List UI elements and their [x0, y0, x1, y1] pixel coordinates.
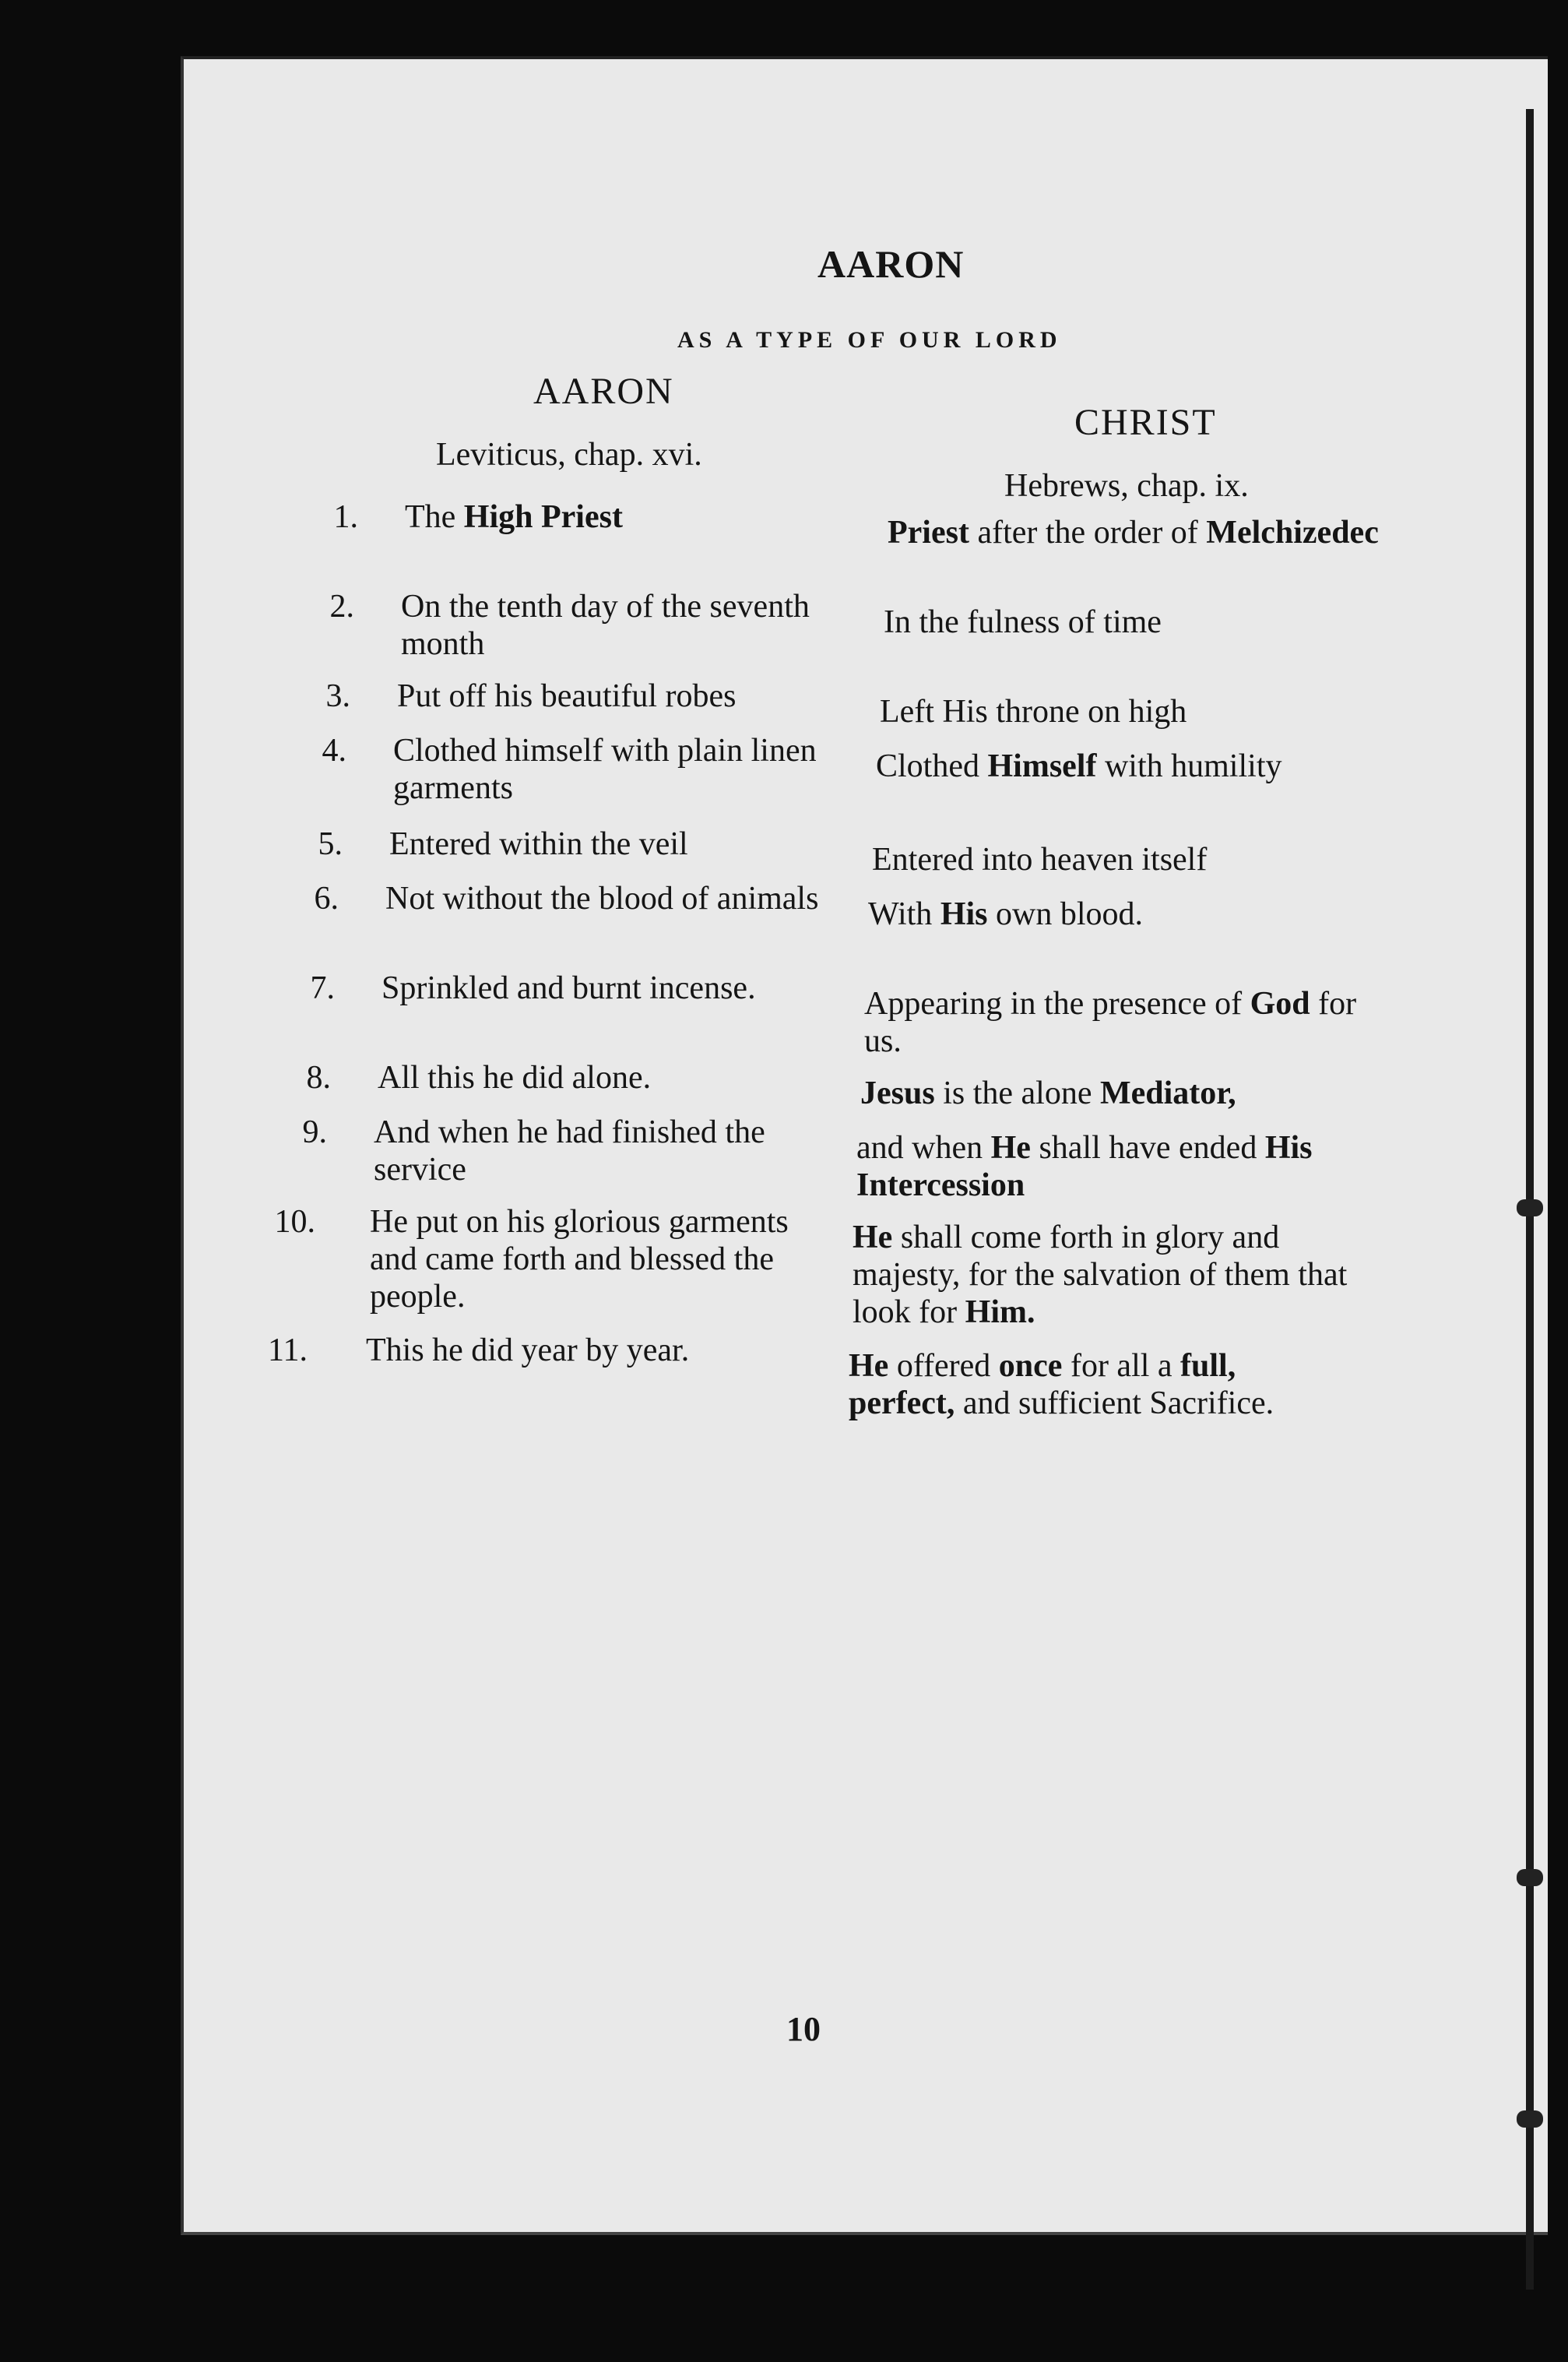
right-text-segment: Priest [888, 515, 969, 551]
christ-column-text [876, 748, 1374, 785]
christ-column-text [868, 896, 1366, 933]
left-scripture-reference: Leviticus, chap. xvi. [436, 437, 702, 473]
christ-column-text [880, 693, 1378, 730]
christ-column-text [884, 604, 1382, 641]
item-number: 9. [302, 1114, 327, 1150]
item-number: 7. [310, 970, 335, 1006]
aaron-column-text [397, 678, 833, 715]
aaron-column-text [405, 498, 841, 536]
item-number: 6. [314, 881, 339, 917]
right-text-segment: and when [856, 1130, 991, 1166]
left-text-segment: Not without the blood of animals [385, 881, 819, 917]
right-text-segment: His Intercession [856, 1130, 1313, 1203]
christ-column-text [853, 1219, 1351, 1331]
right-text-segment: His [940, 896, 988, 932]
left-text-segment: And when he had finished the service [374, 1114, 765, 1188]
christ-column-text [856, 1129, 1355, 1204]
right-text-segment: Mediator, [1099, 1075, 1236, 1111]
left-text-segment: This he did year by year. [366, 1332, 690, 1368]
right-text-segment: after the order of [969, 515, 1207, 551]
right-text-segment: He [990, 1130, 1031, 1166]
right-text-segment: With [868, 896, 940, 932]
right-text-segment: Left His throne on high [880, 694, 1187, 730]
christ-column-text [888, 514, 1386, 551]
right-text-segment: and sufficient Sacrifice. [955, 1385, 1274, 1421]
right-text-segment: God [1250, 986, 1310, 1022]
edge-mark [1517, 1869, 1543, 1886]
aaron-column-text [378, 1059, 814, 1097]
right-text-segment: shall come forth in glory and majesty, for the salvation of them that look for [853, 1220, 1348, 1330]
aaron-column-text [374, 1114, 810, 1188]
christ-column-text [864, 985, 1362, 1060]
page-subtitle: AS A TYPE OF OUR LORD [677, 327, 1062, 353]
item-number: 4. [322, 733, 346, 769]
aaron-column-text [381, 970, 817, 1007]
aaron-column-text [370, 1203, 806, 1315]
right-text-segment: Jesus [860, 1075, 935, 1111]
item-number: 1. [333, 499, 358, 535]
left-text-segment: All this he did alone. [378, 1060, 652, 1096]
aaron-column-text [401, 588, 837, 663]
christ-column-text [849, 1347, 1347, 1422]
right-text-segment: Melchizedec [1206, 515, 1379, 551]
item-number: 2. [329, 589, 354, 625]
left-text-segment: On the tenth day of the seventh month [401, 589, 810, 662]
right-text-segment: once [998, 1348, 1063, 1384]
right-text-segment: with humility [1096, 748, 1282, 784]
adjacent-page-edge [1526, 109, 1534, 2290]
left-text-segment: Sprinkled [381, 970, 517, 1006]
left-text-segment: Entered within the veil [389, 826, 688, 862]
left-text-segment: Put off his beautiful robes [397, 678, 737, 714]
right-text-segment: Entered into heaven itself [872, 842, 1208, 878]
right-text-segment: full, perfect, [849, 1348, 1236, 1421]
christ-column-text [860, 1075, 1359, 1112]
left-text-segment: High Priest [463, 499, 623, 535]
left-text-segment: Clothed himself with plain linen garments [393, 733, 817, 806]
right-text-segment: He [849, 1348, 889, 1384]
left-text-segment: He put on his glorious garments and came forth and blessed the people. [370, 1204, 789, 1315]
item-number: 10. [274, 1204, 315, 1240]
item-number: 8. [306, 1060, 331, 1096]
right-text-segment: own blood. [987, 896, 1143, 932]
right-text-segment: Appearing in the presence of [864, 986, 1250, 1022]
christ-column-text [872, 841, 1370, 878]
right-text-segment: for us. [864, 986, 1357, 1059]
left-column-heading: AARON [533, 371, 674, 412]
edge-mark [1517, 2110, 1543, 2128]
right-text-segment: shall have ended [1030, 1130, 1265, 1166]
item-number: 3. [325, 678, 350, 714]
right-column-heading: CHRIST [1074, 402, 1217, 443]
right-text-segment: Him. [965, 1294, 1035, 1330]
aaron-column-text [385, 880, 821, 917]
left-text-segment: and burnt incense. [516, 970, 756, 1006]
right-text-segment: offered [888, 1348, 999, 1384]
left-text-segment: The [405, 499, 464, 535]
right-text-segment: for all a [1062, 1348, 1181, 1384]
right-text-segment: He [853, 1220, 893, 1255]
aaron-column-text [389, 825, 825, 863]
right-scripture-reference: Hebrews, chap. ix. [1004, 468, 1249, 504]
right-text-segment: Clothed [876, 748, 988, 784]
right-text-segment: is the alone [934, 1075, 1100, 1111]
right-text-segment: In the fulness of time [884, 604, 1162, 640]
aaron-column-text [393, 732, 829, 807]
right-text-segment: Himself [987, 748, 1097, 784]
page-title: AARON [817, 242, 965, 286]
item-number: 5. [318, 826, 343, 862]
item-number: 11. [268, 1332, 308, 1368]
edge-mark [1517, 1199, 1543, 1216]
aaron-column-text [366, 1332, 802, 1369]
page-number: 10 [786, 2010, 821, 2048]
